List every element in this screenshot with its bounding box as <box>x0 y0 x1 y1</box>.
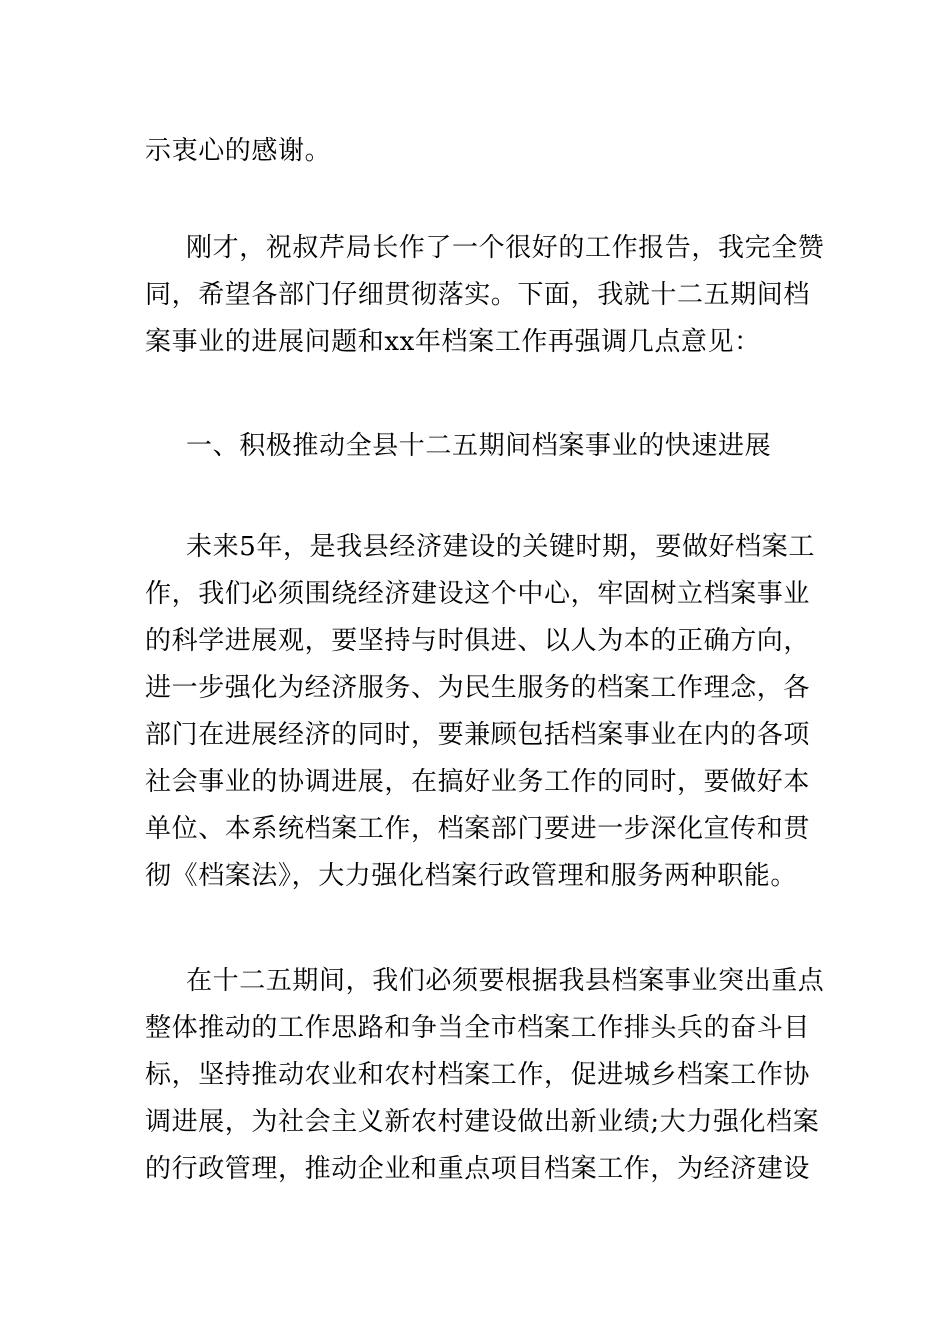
text-line: 部门在进展经济的同时，要兼顾包括档案事业在内的各项 <box>145 720 811 750</box>
text-line: 未来5年，是我县经济建设的关键时期，要做好档案工 <box>186 532 815 562</box>
text-line: 的科学进展观，要坚持与时俱进、以人为本的正确方向， <box>145 626 811 656</box>
text-line: 整体推动的工作思路和争当全市档案工作排头兵的奋斗目 <box>145 1013 811 1043</box>
text-line: 进一步强化为经济服务、为民生服务的档案工作理念，各 <box>145 673 811 703</box>
text-line: 标，坚持推动农业和农村档案工作，促进城乡档案工作协 <box>145 1060 811 1090</box>
text-line: 作，我们必须围绕经济建设这个中心，牢固树立档案事业 <box>145 579 811 609</box>
text-line: 示衷心的感谢。 <box>145 136 332 166</box>
text-line: 调进展，为社会主义新农村建设做出新业绩;大力强化档案 <box>145 1107 820 1137</box>
text-line: 社会事业的协调进展，在搞好业务工作的同时，要做好本 <box>145 767 811 797</box>
paragraph-closing-thanks <box>145 128 810 175</box>
section-heading-text: 一、积极推动全县十二五期间档案事业的快速进展 <box>186 431 772 461</box>
text-line: 的行政管理，推动企业和重点项目档案工作，为经济建设 <box>145 1154 811 1184</box>
text-line: 同，希望各部门仔细贯彻落实。下面，我就十二五期间档 <box>145 280 811 310</box>
section-heading-1 <box>145 423 810 470</box>
text-line: 单位、本系统档案工作，档案部门要进一步深化宣传和贯 <box>145 814 811 844</box>
text-line: 彻《档案法》，大力强化档案行政管理和服务两种职能。 <box>145 861 798 891</box>
text-line: 在十二五期间，我们必须要根据我县档案事业突出重点 <box>186 966 825 996</box>
paragraph-twelfth-five-year-goals <box>145 958 825 1193</box>
text-line: 案事业的进展问题和xx年档案工作再强调几点意见： <box>145 327 761 357</box>
paragraph-five-year-outlook <box>145 524 815 900</box>
text-line: 刚才，祝叔芹局长作了一个很好的工作报告，我完全赞 <box>186 233 825 263</box>
paragraph-report-endorsement <box>145 225 825 366</box>
